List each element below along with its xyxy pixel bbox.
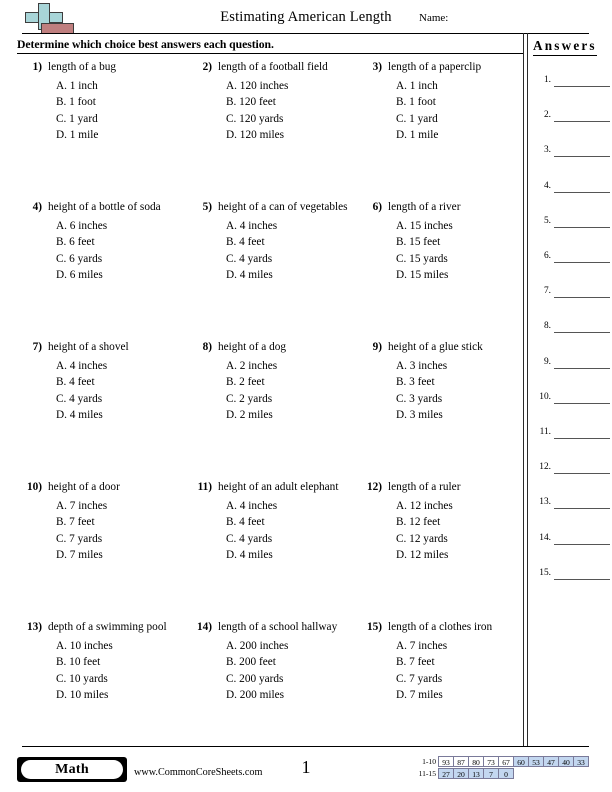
score-cell: 80 [468,756,484,767]
choice-option[interactable]: C. 7 yards [56,532,103,545]
score-cell: 20 [453,768,469,779]
question-item [188,621,360,703]
choice-option[interactable]: C. 1 yard [56,112,98,125]
answer-write-line[interactable] [554,332,610,333]
answer-write-line[interactable] [554,121,610,122]
question-header [358,201,530,217]
choice-option[interactable]: D. 15 miles [396,268,449,281]
question-item [188,61,360,143]
choice-option[interactable]: C. 4 yards [226,252,273,265]
choice-option[interactable]: C. 10 yards [56,672,108,685]
score-cell: 73 [483,756,499,767]
choice-option[interactable]: B. 6 feet [56,236,95,249]
score-cell: 7 [483,768,499,779]
answer-write-line[interactable] [554,86,610,87]
choice-option[interactable]: C. 3 yards [396,392,443,405]
score-cell-group [439,756,589,767]
choice-option[interactable]: D. 2 miles [226,408,273,421]
answer-write-line[interactable] [554,544,610,545]
question-header [358,61,530,77]
choice-option[interactable]: D. 12 miles [396,548,449,561]
choice-list [396,498,530,563]
score-range-label: 11-15 [418,769,436,778]
answer-write-line[interactable] [554,438,610,439]
answer-number: 15. [539,567,551,578]
choice-option[interactable]: A. 6 inches [56,220,108,232]
question-item [18,201,190,283]
question-number: 8) [202,341,212,353]
choice-option[interactable]: A. 2 inches [226,360,278,372]
question-item [18,621,190,703]
choice-option[interactable]: B. 120 feet [226,96,276,109]
question-text: height of a dog [218,341,287,353]
choice-option[interactable]: A. 4 inches [56,360,108,372]
answer-blank-row[interactable] [532,216,612,230]
question-row [0,201,523,341]
answer-write-line[interactable] [554,473,610,474]
score-range-label: 1-10 [422,757,436,766]
choice-list [56,218,190,283]
question-header [188,481,360,497]
question-header [358,621,530,637]
choice-option[interactable]: B. 12 feet [396,516,441,529]
choice-option[interactable]: B. 4 feet [226,516,265,529]
choice-option[interactable]: A. 200 inches [226,640,289,652]
instruction-divider [17,53,523,54]
name-label: Name: [419,12,449,24]
choice-list [396,358,530,423]
choice-option[interactable]: C. 4 yards [226,532,273,545]
choice-option[interactable]: D. 10 miles [56,688,109,701]
question-header [188,341,360,357]
choice-option[interactable]: A. 7 inches [396,640,448,652]
score-cell: 0 [498,768,514,779]
choice-option[interactable]: D. 4 miles [56,408,103,421]
choice-option[interactable]: B. 3 feet [396,376,435,389]
score-cell: 40 [558,756,574,767]
question-number: 7) [32,341,42,353]
instruction-text: Determine which choice best answers each question. [17,38,274,51]
question-number: 3) [372,61,382,73]
choice-option[interactable]: B. 1 foot [396,96,436,109]
choice-option[interactable]: D. 200 miles [226,688,285,701]
answer-number: 5. [543,215,551,226]
footer-divider [22,746,589,747]
choice-option[interactable]: C. 15 yards [396,252,448,265]
choice-option[interactable]: C. 12 yards [396,532,448,545]
choice-option[interactable]: B. 10 feet [56,656,101,669]
choice-option[interactable]: B. 200 feet [226,656,276,669]
answer-number: 10. [539,391,551,402]
choice-list [396,78,530,143]
question-header [18,201,190,217]
choice-list [56,78,190,143]
question-item [358,621,530,703]
answer-number: 14. [539,532,551,543]
question-header [18,61,190,77]
question-item [18,481,190,563]
score-cell: 60 [513,756,529,767]
question-number: 1) [32,61,42,73]
choice-option[interactable]: A. 3 inches [396,360,448,372]
choice-option[interactable]: A. 4 inches [226,500,278,512]
answer-number: 1. [543,75,551,85]
question-item [358,201,530,283]
question-number: 13) [26,621,42,633]
answer-write-line[interactable] [554,227,610,228]
choice-option[interactable]: A. 15 inches [396,220,453,232]
question-row [0,61,523,201]
choice-list [396,218,530,283]
choice-option[interactable]: B. 4 feet [226,236,265,249]
choice-list [226,638,360,703]
choice-option[interactable]: B. 2 feet [226,376,265,389]
site-url: www.CommonCoreSheets.com [134,767,263,778]
choice-option[interactable]: D. 4 miles [226,268,273,281]
question-text: height of an adult elephant [218,481,339,493]
choice-list [226,78,360,143]
answer-write-line[interactable] [554,579,610,580]
question-item [188,481,360,563]
choice-option[interactable]: C. 7 yards [396,672,443,685]
question-item [358,61,530,143]
choice-option[interactable]: D. 7 miles [56,548,103,561]
answer-write-line[interactable] [554,368,610,369]
question-text: height of a glue stick [388,341,483,353]
choice-option[interactable]: D. 3 miles [396,408,443,421]
answer-number: 13. [539,497,551,508]
question-item [18,61,190,143]
answer-number: 9. [543,356,551,367]
choice-option[interactable]: A. 12 inches [396,500,453,512]
answers-heading: Answers [533,38,597,56]
score-cell: 47 [543,756,559,767]
answer-number: 2. [543,110,551,121]
subject-badge-label: Math [21,760,123,779]
question-number: 2) [202,61,212,73]
choice-option[interactable]: B. 15 feet [396,236,441,249]
score-row [412,756,589,768]
score-cell: 67 [498,756,514,767]
question-row [0,481,523,621]
question-header [18,341,190,357]
choice-option[interactable]: C. 2 yards [226,392,273,405]
choice-option[interactable]: D. 6 miles [56,268,103,281]
answer-write-line[interactable] [554,262,610,263]
question-text: length of a river [388,201,461,213]
question-number: 14) [196,621,212,633]
answer-write-line[interactable] [554,508,610,509]
answer-blank-row[interactable] [532,321,612,335]
choice-option[interactable]: A. 4 inches [226,220,278,232]
answer-blank-row[interactable] [532,145,612,159]
page-header [0,0,612,34]
answer-blank-row[interactable] [532,181,612,195]
score-cell-group [439,768,514,779]
answer-number: 3. [543,145,551,156]
answer-number: 12. [539,462,551,473]
choice-option[interactable]: C. 4 yards [56,392,103,405]
question-number: 4) [32,201,42,213]
choice-list [226,358,360,423]
answer-blank-row[interactable] [532,75,612,89]
question-text: height of a shovel [48,341,129,353]
choice-option[interactable]: C. 6 yards [56,252,103,265]
question-text: length of a bug [48,61,117,73]
choice-list [226,498,360,563]
answer-write-line[interactable] [554,156,610,157]
question-header [188,621,360,637]
choice-option[interactable]: D. 7 miles [396,688,443,701]
answer-number: 7. [543,286,551,297]
answer-blank-row[interactable] [532,357,612,371]
choice-option[interactable]: B. 7 feet [396,656,435,669]
answer-blank-row[interactable] [532,110,612,124]
answer-write-line[interactable] [554,403,610,404]
choice-list [56,638,190,703]
choice-list [226,218,360,283]
choice-option[interactable]: C. 200 yards [226,672,284,685]
question-row [0,341,523,481]
answer-blank-row[interactable] [532,286,612,300]
choice-option[interactable]: A. 10 inches [56,640,113,652]
question-header [188,61,360,77]
answer-blank-row[interactable] [532,427,612,441]
page-number: 1 [301,757,311,777]
answer-write-line[interactable] [554,192,610,193]
score-cell: 27 [438,768,454,779]
question-number: 10) [26,481,42,493]
choice-option[interactable]: D. 1 mile [396,128,439,141]
answer-blank-row[interactable] [532,462,612,476]
answer-blank-row[interactable] [532,568,612,582]
question-text: length of a football field [218,61,328,73]
choice-option[interactable]: A. 7 inches [56,500,108,512]
answer-number: 11. [539,427,551,437]
page-title: Estimating American Length [220,9,392,25]
question-text: height of a bottle of soda [48,201,161,213]
score-cell: 93 [438,756,454,767]
choice-option[interactable]: C. 1 yard [396,112,438,125]
answer-number: 8. [543,321,551,332]
question-number: 5) [202,201,212,213]
question-item [188,201,360,283]
score-cell: 13 [468,768,484,779]
choice-option[interactable]: B. 4 feet [56,376,95,389]
choice-option[interactable]: A. 1 inch [396,80,438,92]
question-text: length of a school hallway [218,621,338,633]
choice-list [56,358,190,423]
question-row [0,621,523,741]
answer-blank-row[interactable] [532,497,612,511]
question-number: 9) [372,341,382,353]
answer-blank-row[interactable] [532,251,612,265]
choice-option[interactable]: D. 120 miles [226,128,285,141]
choice-option[interactable]: A. 1 inch [56,80,98,92]
question-text: height of a door [48,481,120,493]
question-item [18,341,190,423]
answers-panel [527,33,612,746]
header-divider [22,33,589,34]
choice-option[interactable]: D. 1 mile [56,128,99,141]
question-header [358,341,530,357]
choice-option[interactable]: C. 120 yards [226,112,284,125]
question-header [18,481,190,497]
question-header [358,481,530,497]
question-header [18,621,190,637]
choice-option[interactable]: B. 7 feet [56,516,95,529]
choice-option[interactable]: B. 1 foot [56,96,96,109]
question-number: 11) [197,481,212,493]
answer-blank-row[interactable] [532,533,612,547]
score-cell: 33 [573,756,589,767]
question-text: depth of a swimming pool [48,621,167,633]
answer-number: 4. [543,180,551,191]
choice-option[interactable]: D. 4 miles [226,548,273,561]
answer-number: 6. [543,251,551,261]
question-number: 12) [366,481,382,493]
question-text: length of a clothes iron [388,621,493,633]
score-table [412,756,589,780]
question-item [358,481,530,563]
question-number: 15) [366,621,382,633]
question-header [188,201,360,217]
questions-grid [0,61,523,741]
choice-list [56,498,190,563]
score-cell: 87 [453,756,469,767]
score-cell: 53 [528,756,544,767]
choice-option[interactable]: A. 120 inches [226,80,289,92]
answer-blank-row[interactable] [532,392,612,406]
answer-write-line[interactable] [554,297,610,298]
score-row [412,768,589,780]
question-item [188,341,360,423]
question-number: 6) [372,201,382,213]
question-text: length of a ruler [388,481,461,493]
question-text: height of a can of vegetables [218,201,348,213]
choice-list [396,638,530,703]
question-item [358,341,530,423]
question-text: length of a paperclip [388,61,482,73]
